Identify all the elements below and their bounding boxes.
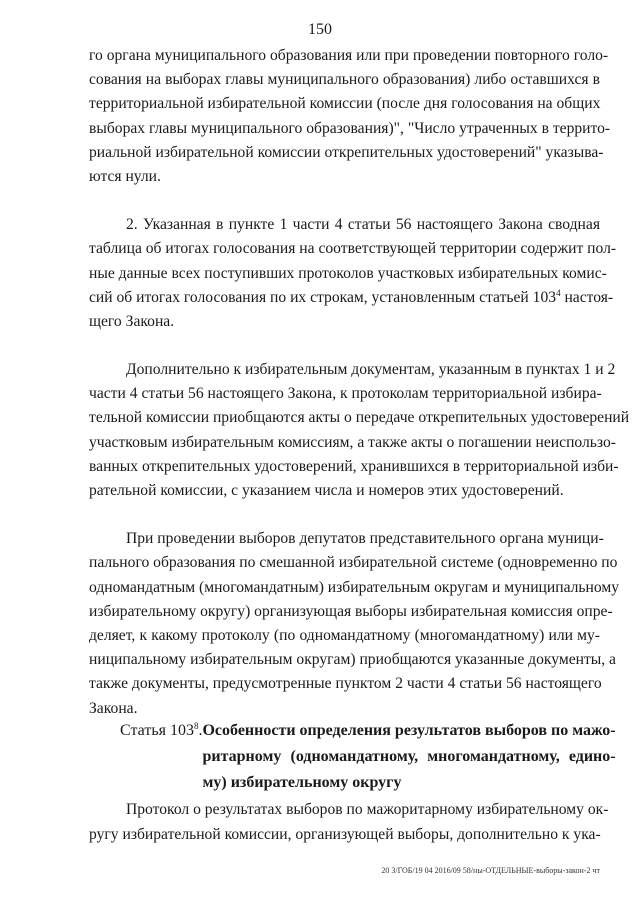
body-text-block — [89, 44, 630, 721]
paragraph-2 — [89, 213, 617, 334]
paragraph-4 — [89, 527, 620, 721]
superscript: 4 — [556, 287, 561, 298]
article-title-line: му) избирательному округу — [202, 774, 402, 791]
text-line: таблица об итогах голосования на соответствующей территории содержит пол- — [89, 240, 617, 258]
text-line: 2. Указанная в пункте 1 части 4 статьи 56 настоящего Закона сводная — [126, 216, 600, 234]
text-line: риальной избирательной комиссии открепительных удостоверений" указыва- — [89, 143, 604, 161]
text-line: Закона. — [89, 699, 138, 717]
article-number-superscript: 8 — [193, 721, 199, 731]
text-line: щего Закона. — [89, 312, 175, 330]
text-line: Дополнительно к избирательным документам, указанным в пунктах 1 и 2 — [126, 361, 616, 379]
text-line: территориальной избирательной комиссии (после дня голосования на общих — [89, 95, 601, 113]
paragraph-3 — [89, 358, 630, 503]
text-line: ругу избирательной комиссии, организующей выборы, дополнительно к ука- — [89, 826, 601, 843]
article-title — [202, 718, 615, 796]
text-line: го органа муниципального образования или при проведении повторного голо- — [89, 47, 609, 64]
text-line: участковым избирательным комиссиям, а также акты о погашении неиспользо- — [89, 433, 616, 451]
text-line: ниципальному избирательным округам) приобщаются указанные документы, а — [89, 651, 616, 669]
article-number-dot: . — [198, 722, 203, 739]
text-fragment: настоя- — [560, 288, 614, 306]
text-line: При проведении выборов депутатов представительного органа муници- — [126, 530, 604, 548]
text-line: Протокол о результатах выборов по мажоритарному избирательному ок- — [126, 801, 609, 818]
paragraph-gap — [89, 189, 600, 213]
text-line: выборах главы муниципального образования)", "Число утраченных в террито- — [89, 119, 611, 137]
article-heading — [120, 718, 616, 796]
text-line: одномандатным (многомандатным) избирательным округам и муниципальному — [89, 578, 620, 596]
article-title-line: Особенности определения результатов выборов по мажо- — [202, 722, 616, 739]
text-line: сования на выборах главы муниципального образования) либо оставшихся в — [89, 71, 600, 89]
text-line: избирательному округу) организующая выборы избирательная комиссия опре- — [89, 602, 613, 620]
paragraph-1 — [89, 44, 611, 189]
article-number — [120, 718, 202, 796]
text-line: ются нули. — [89, 167, 161, 185]
text-line-with-superscript — [89, 286, 614, 310]
article-title-line: ритарному (одномандатному, многомандатному, едино- — [202, 748, 616, 765]
text-line: тельной комиссии приобщаются акты о передаче открепительных удостоверений — [89, 409, 630, 427]
article-heading-row — [120, 718, 616, 796]
page-number: 150 — [308, 21, 332, 38]
footer-file-path: 20 3/ГОБ/19 04 2016/09 58/ны-ОТДЕЛЬНЫЕ-выборы-закон-2 чт — [381, 866, 600, 875]
text-fragment: сий об итогах голосования по их строкам, установленным статьей 103 — [89, 288, 557, 306]
article-number-text: Статья 103 — [120, 722, 194, 739]
text-line: части 4 статьи 56 настоящего Закона, к протоколам территориальной избира- — [89, 385, 602, 403]
text-line: рательной комиссии, с указанием числа и номеров этих удостоверений. — [89, 482, 564, 499]
paragraph-5 — [89, 797, 609, 847]
paragraph-gap — [89, 503, 600, 527]
text-line: пального образования по смешанной избирательной системе (одновременно по — [89, 554, 618, 572]
text-line: ванных открепительных удостоверений, хранившихся в территориальной изби- — [89, 457, 619, 475]
paragraph-gap — [89, 334, 600, 358]
text-line: деляет, к какому протоколу (по одномандатному (многомандатному) или му- — [89, 626, 600, 644]
text-line: ные данные всех поступивших протоколов участковых избирательных комис- — [89, 264, 607, 282]
text-line: также документы, предусмотренные пунктом 2 части 4 статьи 56 настоящего — [89, 675, 602, 693]
